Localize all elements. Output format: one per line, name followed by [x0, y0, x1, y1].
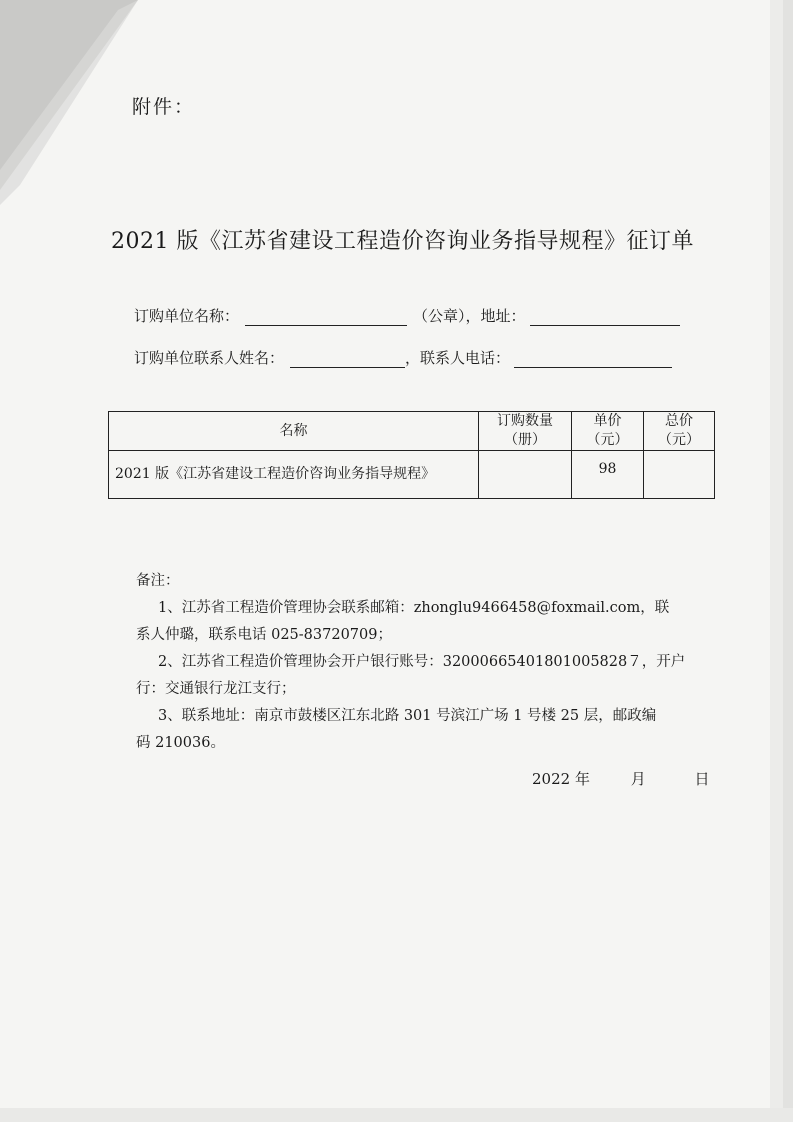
note-line: 2、江苏省工程造价管理协会开户银行账号：32000665401801005828７，开户	[158, 654, 686, 670]
row-quantity-cell[interactable]	[479, 451, 572, 499]
note-line: 码 210036。	[136, 735, 225, 751]
order-table	[108, 411, 715, 499]
seal-address-label: （公章），地址：	[413, 307, 526, 325]
header-quantity-line1: 订购数量	[497, 413, 553, 429]
note-line: 系人仲璐，联系电话 025-83720709；	[136, 627, 392, 643]
date-day: 日	[694, 770, 710, 788]
contact-name-label: 订购单位联系人姓名：	[134, 349, 285, 367]
header-quantity-line2: （册）	[504, 432, 546, 448]
attachment-label: 附件：	[132, 96, 196, 118]
row-total-cell[interactable]	[644, 451, 715, 499]
table-row	[109, 451, 715, 499]
header-total-line2: （元）	[658, 432, 700, 448]
contact-row	[134, 347, 672, 368]
unit-name-label: 订购单位名称：	[134, 307, 240, 325]
header-name: 名称	[109, 412, 479, 451]
date-month: 月	[630, 770, 646, 788]
row-book-name: 2021 版《江苏省建设工程造价咨询业务指导规程》	[109, 451, 479, 499]
header-quantity	[479, 412, 572, 451]
unit-name-blank[interactable]	[245, 308, 407, 326]
contact-phone-label: ，联系人电话：	[405, 349, 511, 367]
date-year: 2022 年	[532, 770, 590, 788]
row-unit-price: 98	[572, 451, 644, 499]
note-line: 行：交通银行龙江支行；	[136, 681, 296, 697]
notes-section	[136, 568, 696, 757]
address-blank[interactable]	[530, 308, 680, 326]
header-unit-price-line1: 单价	[593, 413, 622, 429]
note-line: 3、联系地址：南京市鼓楼区江东北路 301 号滨江广场 1 号楼 25 层，邮政编	[158, 708, 657, 724]
header-unit-price	[572, 412, 644, 451]
header-unit-price-line2: （元）	[586, 432, 629, 448]
notes-heading: 备注：	[136, 573, 180, 589]
date-line	[532, 768, 710, 789]
page-title: 2021 版《江苏省建设工程造价咨询业务指导规程》征订单	[111, 229, 694, 254]
contact-phone-blank[interactable]	[514, 350, 672, 368]
table-header-row	[109, 412, 715, 451]
unit-name-row	[134, 305, 680, 326]
note-line: 1、江苏省工程造价管理协会联系邮箱：zhonglu9466458@foxmail.com，联	[158, 600, 670, 616]
header-total	[644, 412, 715, 451]
header-total-line1: 总价	[665, 413, 693, 429]
contact-name-blank[interactable]	[290, 350, 405, 368]
